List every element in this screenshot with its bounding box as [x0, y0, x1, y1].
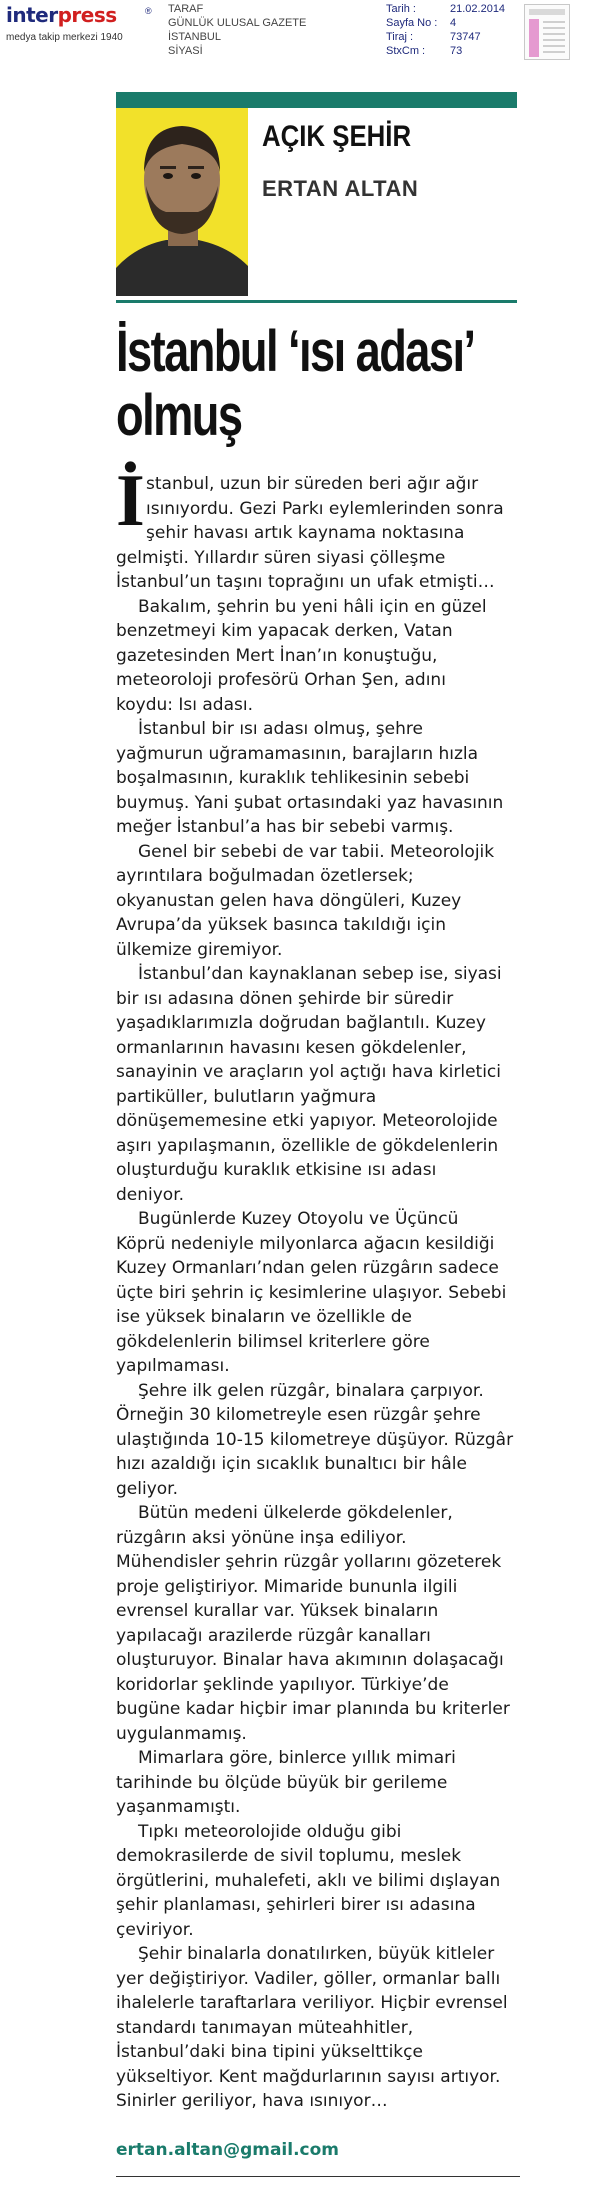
article-line: hızı azaldığı için sıcaklık bunaltıcı bir hâle: [116, 1454, 467, 1474]
column-accent-bar: [116, 92, 517, 108]
article-line: yaşanmamıştı.: [116, 1797, 241, 1817]
article-line: oluşturuyor. Binalar hava akımının dolaşacağı: [116, 1650, 504, 1670]
author-portrait: [116, 108, 248, 296]
article-line: demokrasilerde de sivil toplumu, meslek: [116, 1846, 462, 1866]
article-line: aşırı yapılaşmanın, özellikle de gökdelenlerin: [116, 1135, 499, 1156]
article-line: İstanbul’dan kaynaklanan sebep ise, siyasi: [138, 964, 502, 984]
article-line: Bakalım, şehrin bu yeni hâli için en güzel: [138, 596, 487, 617]
article-line: ihalelerle taraftarlara veriliyor. Hiçbir evrensel: [116, 1993, 508, 2013]
article-line: koridorlar şeklinde yapılıyor. Türkiye’de: [116, 1674, 449, 1695]
meta-page-value: 4: [450, 17, 457, 29]
article-line: yapılacağı arazilerde rüzgâr kanalları: [116, 1625, 431, 1646]
logo-part-press: press: [57, 3, 117, 27]
article-line: uygulanmamış.: [116, 1723, 247, 1744]
meta-circulation: [386, 30, 505, 44]
article-line: gökdelenlerin bilimsel kriterlere göre: [116, 1331, 430, 1352]
publication-section: SİYASİ: [168, 45, 203, 57]
article-line: sanayinin ve araçların yol açtığı hava kirletici: [116, 1062, 501, 1082]
publication-name: TARAF: [168, 3, 204, 15]
article-line: gazetesinden Mert İnan’ın konuştuğu,: [116, 645, 438, 666]
meta-date-value: 21.02.2014: [450, 3, 506, 15]
article-line: partiküller, bulutların yağmura: [116, 1086, 377, 1107]
article-line: koydu: Isı adası.: [116, 694, 254, 715]
article-headline: [116, 319, 475, 448]
article-line: boşalmasının, kuraklık tehlikesinin sebebi: [116, 768, 470, 788]
article-line: şehir havası artık kaynama noktasına: [146, 523, 465, 543]
thumbnail-line: [543, 51, 565, 53]
article-line: Avrupa’da yüksek basınca takıldığı için: [116, 915, 447, 935]
column-divider: [116, 300, 517, 303]
meta-page-label: Sayfa No :: [386, 17, 438, 29]
meta-date-label: Tarih :: [386, 3, 416, 15]
article-line: yağmurun uğramamasının, barajların hızla: [116, 743, 479, 764]
meta-page: [386, 16, 505, 30]
article-body: [116, 472, 520, 2114]
article-line: Şehir binalarla donatılırken, büyük kitleler: [138, 1944, 495, 1964]
article-line: dönüşememesine etki yapıyor. Meteorolojide: [116, 1111, 498, 1131]
meta-stxcm-value: 73: [450, 45, 463, 57]
article-line: meteoroloji profesörü Orhan Şen, adını: [116, 670, 446, 690]
meta-circulation-label: Tiraj :: [386, 31, 414, 43]
article-line: okyanustan gelen hava döngüleri, Kuzey: [116, 890, 462, 911]
publication-city: İSTANBUL: [168, 31, 221, 43]
article-line: bugüne kadar hiçbir imar planında bu kriterler: [116, 1699, 510, 1719]
publication-type: GÜNLÜK ULUSAL GAZETE: [168, 17, 307, 29]
article-line: üçte biri şehrin iç kesimlerine ulaşıyor. Sebebi: [116, 1282, 507, 1303]
clipping-header: [0, 0, 590, 70]
page-thumbnail: [524, 4, 570, 60]
article-line: çeviriyor.: [116, 1919, 194, 1940]
article-line: yükseltiyor. Kent mağdurlarının sayısı artıyor.: [116, 2066, 501, 2087]
thumbnail-line: [543, 21, 565, 23]
article-line: Sinirler geriliyor, hava ısınıyor…: [116, 2091, 388, 2111]
article-line: Kuzey Ormanları’ndan gelen rüzgârın sadece: [116, 1258, 499, 1278]
article-line: şehir planlaması, şehirleri birer ısı adasına: [116, 1895, 476, 1915]
meta-stxcm-label: StxCm :: [386, 45, 426, 57]
article-line: stanbul, uzun bir süreden beri ağır ağır: [146, 474, 479, 494]
registered-mark: ®: [145, 6, 152, 16]
logo-part-inter: inter: [6, 3, 58, 27]
article-line: ise yüksek binaların ve özellikle de: [116, 1307, 412, 1327]
article-line: geliyor.: [116, 1478, 178, 1499]
article-line: yapılmaması.: [116, 1356, 230, 1376]
article-line: proje geliştiriyor. Mimaride bununla ilgili: [116, 1576, 458, 1597]
article-line: standardı tanımayan müteahhitler,: [116, 2017, 414, 2038]
article-line: ulaştığında 10-15 kilometreye düşüyor. Rüzgâr: [116, 1429, 514, 1450]
article-line: Örneğin 30 kilometreyle esen rüzgâr şehre: [116, 1405, 481, 1425]
article-line: Genel bir sebebi de var tabii. Meteorolojik: [138, 841, 495, 862]
article-line: bir ısı adasına dönen şehirde bir süredir: [116, 988, 454, 1009]
author-portrait-illustration: [116, 108, 248, 296]
thumbnail-line: [543, 33, 565, 35]
article-line: İstanbul bir ısı adası olmuş, şehre: [138, 719, 423, 739]
article-line: oluşturduğu kuraklık etkisine ısı adası: [116, 1160, 437, 1180]
article-line: buymuş. Yani şubat ortasındaki yaz havasının: [116, 792, 504, 813]
article-line: yaşadıklarımızla doğrudan bağlantılı. Kuzey: [116, 1013, 486, 1033]
thumbnail-line: [543, 39, 565, 41]
meta-circulation-value: 73747: [450, 31, 481, 43]
thumbnail-line: [543, 45, 565, 47]
bottom-rule: [116, 2176, 520, 2177]
article-line: deniyor.: [116, 1184, 185, 1205]
meta-date: [386, 2, 505, 16]
article-line: gelmişti. Yıllardır süren siyasi çölleşme: [116, 547, 446, 568]
headline-line-1: İstanbul ‘ısı adası’: [116, 319, 475, 384]
column-title: AÇIK ŞEHİR: [262, 120, 412, 153]
author-email: ertan.altan@gmail.com: [116, 2140, 340, 2160]
article-line: Tıpkı meteorolojide olduğu gibi: [138, 1821, 402, 1842]
article-line: örgütlerini, muhalefeti, aklı ve bilimi dışlayan: [116, 1870, 501, 1891]
article-line: Mimarlara göre, binlerce yıllık mimari: [138, 1748, 456, 1768]
article-line: benzetmeyi kim yapacak derken, Vatan: [116, 621, 453, 641]
article-line: evrensel kurallar var. Yüksek binaların: [116, 1601, 439, 1621]
article-line: İstanbul’daki bina tipini yükselttikçe: [116, 2042, 423, 2062]
article-line: meğer İstanbul’a has bir sebebi varmış.: [116, 817, 454, 837]
article-line: Bütün medeni ülkelerde gökdelenler,: [138, 1503, 453, 1523]
meta-stxcm: [386, 44, 505, 58]
article-line: rüzgârın aksi yönüne inşa ediliyor.: [116, 1527, 407, 1548]
article-line: yer değiştiriyor. Vadiler, göller, ormanlar ballı: [116, 1968, 501, 1989]
article-line: Bugünlerde Kuzey Otoyolu ve Üçüncü: [138, 1209, 459, 1229]
article-line: ısınıyordu. Gezi Parkı eylemlerinden sonra: [146, 498, 504, 519]
article-line: ormanlarının havasını kesen gökdelenler,: [116, 1037, 467, 1058]
publication-info: [168, 2, 306, 58]
logo-tagline: medya takip merkezi 1940: [6, 32, 123, 43]
article-line: tarihinde bu ölçüde büyük bir gerileme: [116, 1772, 448, 1793]
interpress-logo: [6, 4, 156, 48]
article-line: İstanbul’un taşını toprağını un ufak etmişti…: [116, 572, 495, 592]
article-line: Şehre ilk gelen rüzgâr, binalara çarpıyor.: [138, 1380, 484, 1401]
headline-line-2: olmuş: [116, 383, 242, 448]
clipping-meta: [386, 2, 505, 58]
logo-wordmark: [6, 4, 117, 26]
article-line: ülkemize giremiyor.: [116, 939, 283, 960]
thumbnail-masthead: [529, 9, 565, 15]
article-line: ayrıntılara boğulmadan özetlersek;: [116, 866, 414, 886]
thumbnail-line: [543, 27, 565, 29]
thumbnail-highlight: [529, 19, 539, 57]
article-line: Köprü nedeniyle milyonlarca ağacın kesildiği: [116, 1233, 495, 1254]
article-line: Mühendisler şehrin rüzgâr yollarını gözeterek: [116, 1552, 502, 1572]
article-dropcap: İ: [116, 460, 145, 542]
column-author: ERTAN ALTAN: [262, 176, 419, 201]
